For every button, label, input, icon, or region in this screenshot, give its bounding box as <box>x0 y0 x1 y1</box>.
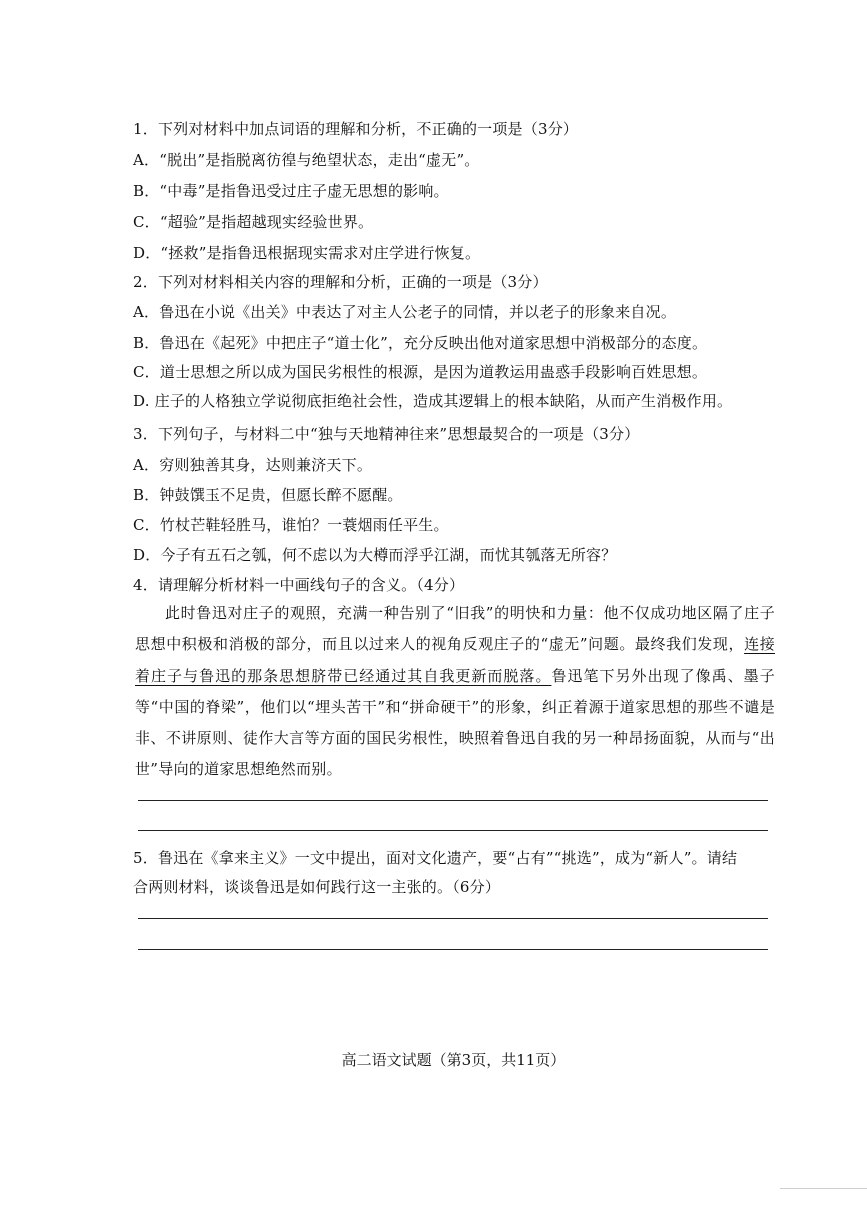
question-5-stem-line-2: 合两则材料，谈谈鲁迅是如何践行这一主张的。（6分） <box>133 878 501 896</box>
question-3-option-c: C．竹杖芒鞋轻胜马，谁怕？一蓑烟雨任平生。 <box>133 516 449 534</box>
question-4-stem: 4．请理解分析材料一中画线句子的含义。（4分） <box>133 576 465 594</box>
question-3-option-d: D．今子有五石之瓠，何不虑以为大樽而浮乎江湖，而忧其瓠落无所容？ <box>133 546 617 564</box>
passage-underlined-sentence: 连接着庄子与鲁迅的那条思想脐带已经通过其自我更新而脱落。 <box>135 635 775 685</box>
question-3-stem: 3．下列句子，与材料二中“独与天地精神往来”思想最契合的一项是（3分） <box>133 425 640 443</box>
question-2-option-c: C．道士思想之所以成为国民劣根性的根源，是因为道教运用蛊惑手段影响百姓思想。 <box>133 363 708 381</box>
question-2-stem: 2．下列对材料相关内容的理解和分析，正确的一项是（3分） <box>133 273 548 291</box>
question-3-option-b: B．钟鼓馔玉不足贵，但愿长醉不愿醒。 <box>133 486 403 504</box>
question-2-option-a: A．鲁迅在小说《出关》中表达了对主人公老子的同情，并以老子的形象来自况。 <box>133 303 677 321</box>
question-1-option-b: B．“中毒”是指鲁迅受过庄子虚无思想的影响。 <box>133 182 449 200</box>
scan-edge-line <box>780 1188 867 1189</box>
passage-text-after: 鲁迅笔下另外出现了像禹、墨子等“中国的脊梁”，他们以“埋头苦干”和“拼命硬干”的形象，纠正着源于道家思想的那些不谴是非、不讲原则、徒作大言等方面的国民劣根性，映照着鲁迅自我的另一种昂扬面貌，从而与“出世”导向的道家思想绝然而别。 <box>135 666 775 779</box>
question-2-option-b: B．鲁迅在《起死》中把庄子“道士化”，充分反映出他对道家思想中消极部分的态度。 <box>133 334 708 352</box>
passage-text-before: 此时鲁迅对庄子的观照，充满一种告别了“旧我”的明快和力量：他不仅成功地区隔了庄子思想中积极和消极的部分，而且以过来人的视角反观庄子的“虚无”问题。最终我们发现， <box>135 604 775 654</box>
question-1-option-c: C．“超验”是指超越现实经验世界。 <box>133 213 374 231</box>
question-5-stem-line-1: 5．鲁迅在《拿来主义》一文中提出，面对文化遗产，要“占有”“挑选”，成为“新人”。请结 <box>133 849 738 867</box>
page-footer: 高二语文试题（第3页，共11页） <box>341 1051 566 1069</box>
question-1-option-d: D．“拯救”是指鲁迅根据现实需求对庄学进行恢复。 <box>133 244 481 262</box>
question-3-option-a: A．穷则独善其身，达则兼济天下。 <box>133 456 373 474</box>
question-1-option-a: A．“脱出”是指脱离彷徨与绝望状态，走出“虚无”。 <box>133 151 480 169</box>
question-4-passage <box>135 598 775 786</box>
question-1-stem: 1．下列对材料中加点词语的理解和分析，不正确的一项是（3分） <box>133 120 579 138</box>
answer-line[interactable] <box>138 918 768 919</box>
answer-line[interactable] <box>138 830 768 831</box>
question-2-option-d: D. 庄子的人格独立学说彻底拒绝社会性，造成其逻辑上的根本缺陷，从而产生消极作用。 <box>133 392 733 410</box>
answer-line[interactable] <box>138 949 768 950</box>
answer-line[interactable] <box>138 800 768 801</box>
